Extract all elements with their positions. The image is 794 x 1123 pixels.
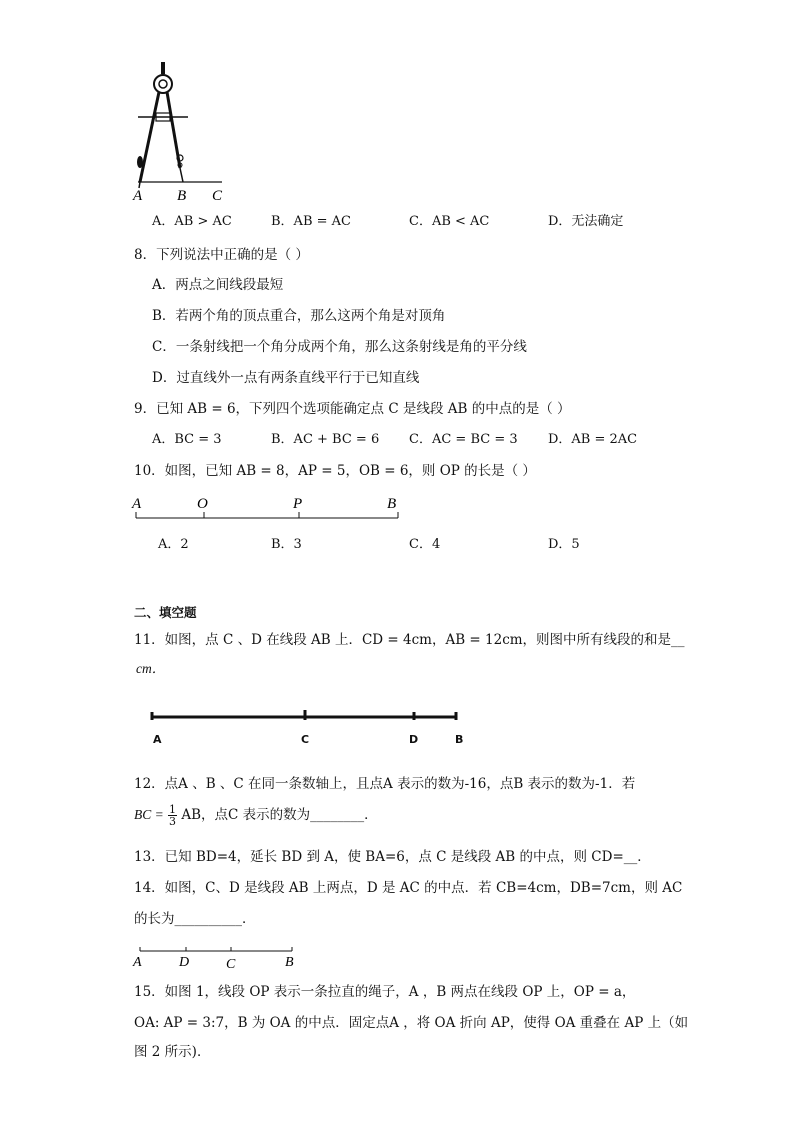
q8-stem: 8．下列说法中正确的是（ ）	[134, 247, 309, 263]
q14-segment-figure	[130, 942, 300, 972]
q14-label-b: B	[285, 955, 294, 970]
q9-option-a: A．BC = 3	[152, 432, 222, 447]
q11-label-a: A	[153, 733, 162, 746]
q11-label-d: D	[409, 733, 419, 746]
q9-option-c: C．AC = BC = 3	[409, 432, 518, 447]
q13-text: 13．已知 BD=4，延长 BD 到 A，使 BA=6，点 C 是线段 AB 的中点，则 CD=__．	[134, 849, 651, 865]
q8-option-d: D．过直线外一点有两条直线平行于已知直线	[152, 370, 420, 386]
q11-label-b: B	[455, 733, 464, 746]
q8-option-a: A．两点之间线段最短	[152, 277, 284, 293]
q9-option-d: D．AB = 2AC	[548, 432, 638, 447]
q14-text-line2: 的长为__________．	[134, 911, 256, 927]
q10-label-a: A	[132, 496, 142, 512]
q9-option-b: B．AC + BC = 6	[271, 432, 380, 447]
q10-option-b: B．3	[271, 537, 302, 552]
q14-label-d: D	[179, 955, 190, 970]
q15-text-line1: 15．如图 1，线段 OP 表示一条拉直的绳子，A ，B 两点在线段 OP 上，OP = a，	[134, 984, 636, 1000]
q9-stem: 9．已知 AB = 6，下列四个选项能确定点 C 是线段 AB 的中点的是（ ）	[134, 401, 571, 417]
compass-label-a: A	[133, 188, 143, 204]
q11-segment-figure	[145, 706, 475, 750]
q11-text-line1: 11．如图，点 C 、D 在线段 AB 上．CD = 4cm，AB = 12cm，则图中所有线段的和是__	[134, 632, 685, 648]
q10-label-p: P	[293, 496, 303, 512]
q8-option-c: C．一条射线把一个角分成两个角，那么这条射线是角的平分线	[152, 339, 527, 355]
q11-label-c: C	[301, 733, 310, 746]
q7-option-b: B．AB = AC	[271, 214, 351, 229]
q14-text-line1: 14．如图，C、D 是线段 AB 上两点，D 是 AC 的中点．若 CB=4cm，DB=7cm，则 AC	[134, 880, 683, 896]
q10-option-c: C．4	[409, 537, 441, 552]
q8-option-b: B．若两个角的顶点重合，那么这两个角是对顶角	[152, 308, 446, 324]
section-heading: 二、填空题	[134, 605, 197, 620]
compass-figure	[128, 58, 228, 204]
q12-frac-num: 1	[169, 803, 177, 816]
q12-bc-eq: BC =	[134, 807, 164, 822]
q12-fraction	[168, 804, 177, 827]
q10-label-b: B	[387, 496, 397, 512]
q12-frac-den: 3	[169, 815, 177, 828]
q10-option-d: D．5	[548, 537, 580, 552]
q15-text-line2: OA: AP = 3:7，B 为 OA 的中点．固定点A ，将 OA 折向 AP，使得 OA 重叠在 AP 上（如	[134, 1015, 689, 1031]
q10-segment-figure	[128, 490, 408, 524]
q11-text-line2: cm．	[136, 661, 166, 676]
q10-stem: 10．如图，已知 AB = 8，AP = 5，OB = 6，则 OP 的长是（ ）	[134, 463, 536, 479]
q14-label-c: C	[226, 957, 236, 972]
q7-option-a: A．AB > AC	[152, 214, 232, 229]
q12-text-line2	[134, 804, 378, 827]
q10-label-o: O	[197, 496, 208, 512]
q15-text-line3: 图 2 所示)．	[134, 1044, 211, 1060]
q7-option-d: D．无法确定	[548, 214, 624, 229]
compass-label-c: C	[212, 188, 223, 204]
q10-option-a: A．2	[158, 537, 189, 552]
q12-text-line1: 12．点A 、B 、C 在同一条数轴上，且点A 表示的数为-16，点B 表示的数为-1．若	[134, 776, 636, 792]
q7-option-c: C．AB < AC	[409, 214, 490, 229]
q12-line2-post: AB，点C 表示的数为________．	[181, 807, 378, 823]
compass-label-b: B	[177, 188, 187, 204]
q14-label-a: A	[133, 955, 142, 970]
